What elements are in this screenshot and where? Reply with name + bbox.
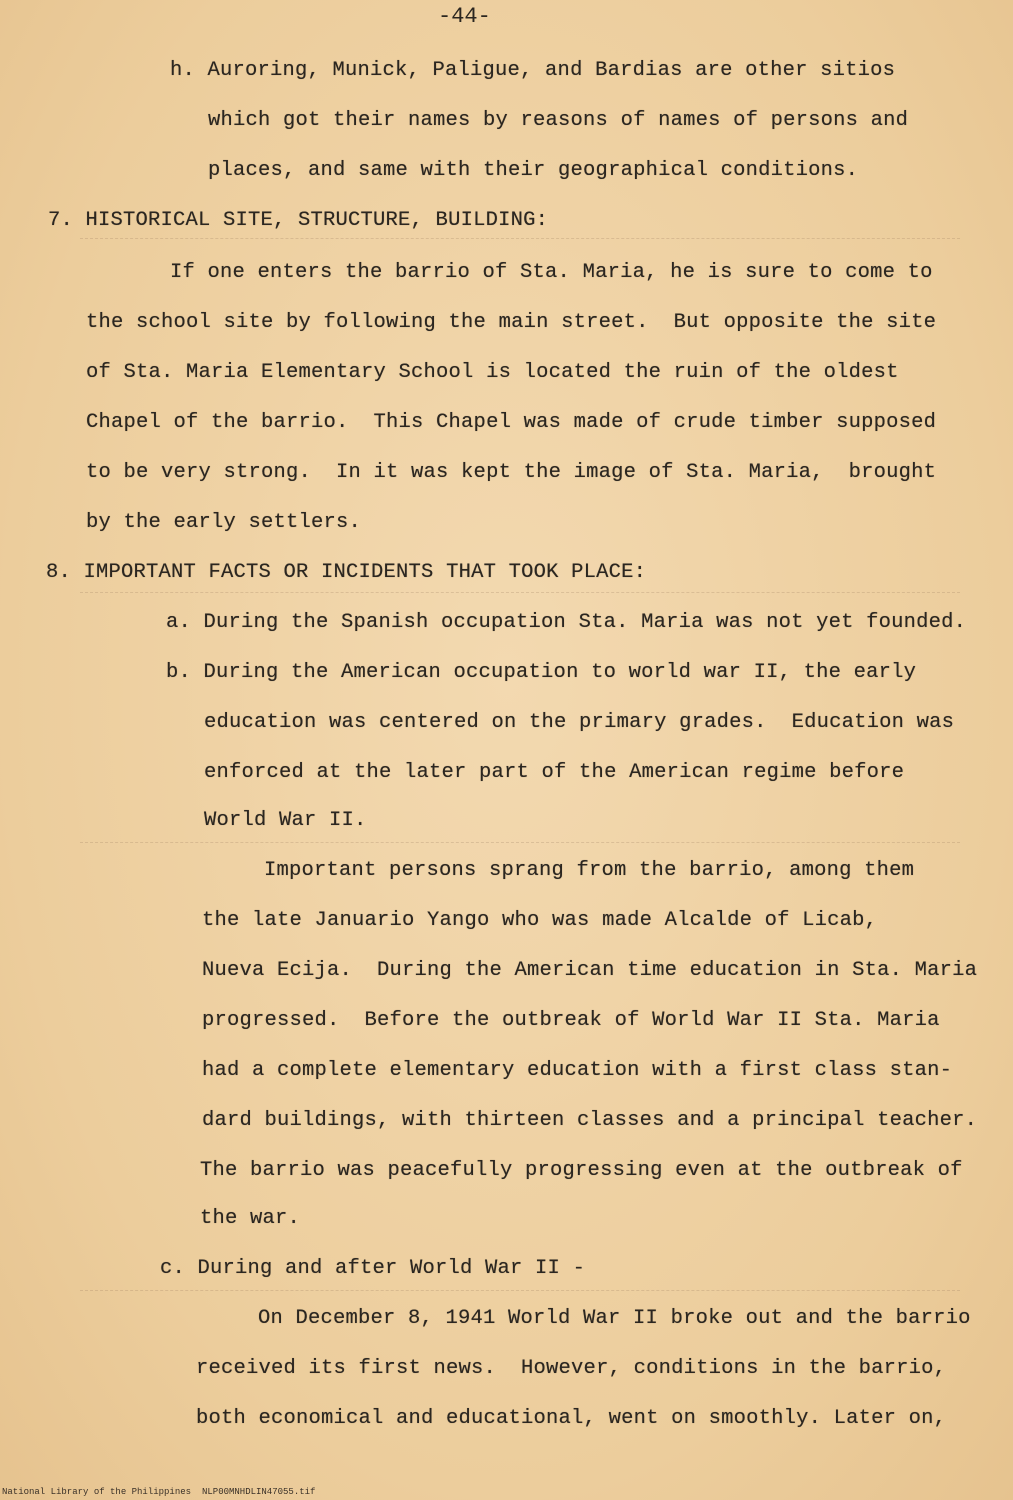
persons-paragraph-line-5: had a complete elementary education with a first class stan- bbox=[202, 1059, 953, 1082]
item-b-line-2: education was centered on the primary grades. Education was bbox=[204, 711, 955, 734]
item-a-line-1: a. During the Spanish occupation Sta. Maria was not yet founded. bbox=[166, 611, 967, 634]
footer-file-name: NLP00MNHDLIN47055.tif bbox=[202, 1487, 316, 1497]
war-paragraph-line-1: On December 8, 1941 World War II broke out and the barrio bbox=[258, 1307, 971, 1330]
ruled-line bbox=[80, 1290, 960, 1291]
persons-paragraph-line-8: the war. bbox=[200, 1207, 301, 1230]
item-h-line-2: which got their names by reasons of names of persons and bbox=[208, 109, 909, 132]
persons-paragraph-line-3: Nueva Ecija. During the American time education in Sta. Maria bbox=[202, 959, 978, 982]
paragraph-7-line-3: of Sta. Maria Elementary School is located the ruin of the oldest bbox=[86, 361, 899, 384]
item-b-line-1: b. During the American occupation to world war II, the early bbox=[166, 661, 917, 684]
paragraph-7-line-1: If one enters the barrio of Sta. Maria, he is sure to come to bbox=[170, 261, 933, 284]
item-h-line-3: places, and same with their geographical conditions. bbox=[208, 159, 859, 182]
page-number: -44- bbox=[438, 4, 491, 29]
persons-paragraph-line-2: the late Januario Yango who was made Alcalde of Licab, bbox=[202, 909, 878, 932]
paragraph-7-line-5: to be very strong. In it was kept the image of Sta. Maria, brought bbox=[86, 461, 937, 484]
item-b-line-4: World War II. bbox=[204, 809, 367, 832]
item-b-line-3: enforced at the later part of the American regime before bbox=[204, 761, 905, 784]
persons-paragraph-line-1: Important persons sprang from the barrio, among them bbox=[264, 859, 915, 882]
section-7-heading: 7. HISTORICAL SITE, STRUCTURE, BUILDING: bbox=[48, 209, 549, 232]
section-8-heading: 8. IMPORTANT FACTS OR INCIDENTS THAT TOOK PLACE: bbox=[46, 561, 647, 584]
war-paragraph-line-3: both economical and educational, went on smoothly. Later on, bbox=[196, 1407, 947, 1430]
item-c-heading: c. During and after World War II - bbox=[160, 1257, 586, 1280]
persons-paragraph-line-7: The barrio was peacefully progressing even at the outbreak of bbox=[200, 1159, 963, 1182]
persons-paragraph-line-4: progressed. Before the outbreak of World War II Sta. Maria bbox=[202, 1009, 940, 1032]
footer-library-name: National Library of the Philippines bbox=[2, 1487, 192, 1497]
ruled-line bbox=[80, 238, 960, 239]
paragraph-7-line-2: the school site by following the main street. But opposite the site bbox=[86, 311, 937, 334]
ruled-line bbox=[80, 842, 960, 843]
item-h-line-1: h. Auroring, Munick, Paligue, and Bardias are other sitios bbox=[170, 59, 896, 82]
paragraph-7-line-4: Chapel of the barrio. This Chapel was made of crude timber supposed bbox=[86, 411, 937, 434]
war-paragraph-line-2: received its first news. However, conditions in the barrio, bbox=[196, 1357, 947, 1380]
ruled-line bbox=[80, 592, 960, 593]
persons-paragraph-line-6: dard buildings, with thirteen classes and a principal teacher. bbox=[202, 1109, 978, 1132]
paragraph-7-line-6: by the early settlers. bbox=[86, 511, 362, 534]
